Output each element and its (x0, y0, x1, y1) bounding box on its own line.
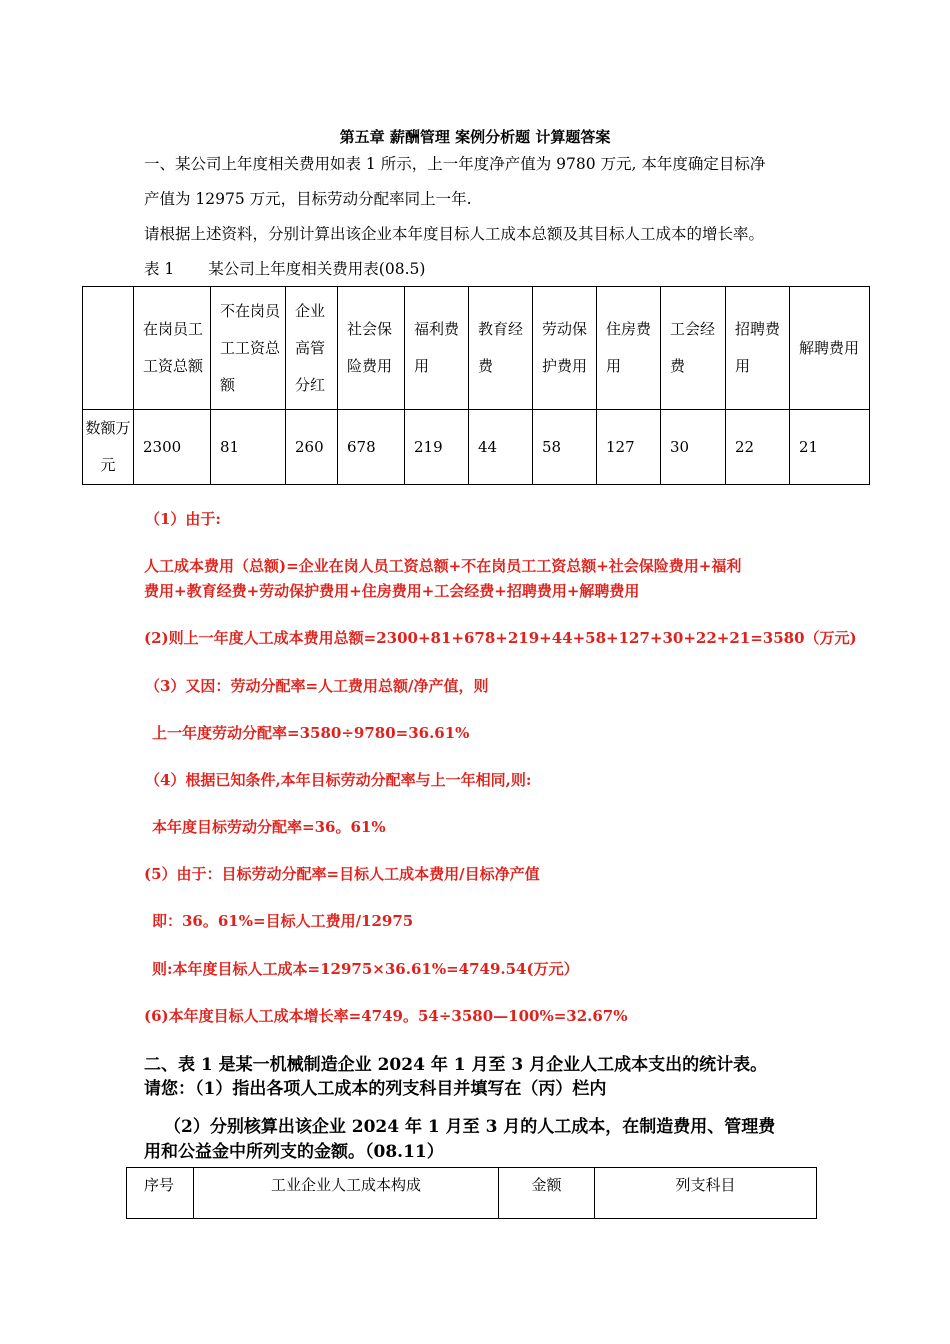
table2-header-cell: 金额 (499, 1168, 595, 1219)
answer1-step2: (2)则上一年度人工成本费用总额=2300+81+678+219+44+58+127+30+22+21=3580（万元) (144, 629, 857, 647)
table1-value-cell: 81 (211, 410, 286, 485)
table1-value-cell: 30 (661, 410, 726, 485)
table1-row-header: 数额万元 (83, 410, 134, 485)
table1-value-cell: 21 (790, 410, 870, 485)
table1-header-cell: 福利费用 (405, 287, 469, 410)
question1-text-line3: 请根据上述资料，分别计算出该企业本年度目标人工成本总额及其目标人工成本的增长率。 (144, 225, 765, 243)
table1-value-row (83, 410, 870, 485)
table1-header-cell: 工会经费 (661, 287, 726, 410)
answer1-step6: (6)本年度目标人工成本增长率=4749。54÷3580—100%=32.67% (144, 1007, 628, 1025)
answer1-step4: （4）根据已知条件,本年目标劳动分配率与上一年相同,则: (145, 771, 532, 789)
question1-text-line1: 一、某公司上年度相关费用如表 1 所示，上一年度净产值为 9780 万元, 本年度确定目标净 (144, 155, 766, 173)
question2-text-line4: 用和公益金中所列支的金额。（08.11） (144, 1142, 444, 1162)
table1-value-cell: 2300 (134, 410, 211, 485)
table1-value-cell: 219 (405, 410, 469, 485)
table1-header-cell: 不在岗员工工资总额 (211, 287, 286, 410)
table1-header-cell: 企业高管分红 (286, 287, 338, 410)
table1-value-cell: 58 (533, 410, 597, 485)
table1-value-cell: 260 (286, 410, 338, 485)
question2-text-line2: 请您：（1）指出各项人工成本的列支科目并填写在（丙）栏内 (144, 1079, 607, 1099)
table1-expense-table (82, 286, 870, 485)
answer1-step5-result: 则:本年度目标人工成本=12975×36.61%=4749.54(万元） (152, 960, 579, 978)
question1-text-line2: 产值为 12975 万元，目标劳动分配率同上一年. (144, 190, 472, 208)
answer1-step3-result: 上一年度劳动分配率=3580÷9780=36.61% (152, 724, 470, 742)
answer1-formula-line2: 费用+教育经费+劳动保护费用+住房费用+工会经费+招聘费用+解聘费用 (144, 582, 640, 600)
table1-header-cell: 教育经费 (469, 287, 533, 410)
table1-caption-number: 表 1 (144, 260, 175, 278)
question2-text-line3: （2）分别核算出该企业 2024 年 1 月至 3 月的人工成本，在制造费用、管理费 (164, 1117, 776, 1137)
answer1-step3: （3）又因：劳动分配率=人工费用总额/净产值，则 (145, 677, 489, 695)
table1-header-cell: 社会保险费用 (338, 287, 405, 410)
question2-text-line1: 二、表 1 是某一机械制造企业 2024 年 1 月至 3 月企业人工成本支出的统计表。 (144, 1055, 768, 1075)
table2-header-cell: 工业企业人工成本构成 (194, 1168, 499, 1219)
table2-header-cell: 序号 (127, 1168, 194, 1219)
table1-corner-cell (83, 287, 134, 410)
table1-caption-text: 某公司上年度相关费用表(08.5) (208, 260, 426, 278)
table1-header-cell: 劳动保护费用 (533, 287, 597, 410)
answer1-step5: (5）由于：目标劳动分配率=目标人工成本费用/目标净产值 (144, 865, 540, 883)
table1-caption (144, 257, 425, 279)
table1-value-cell: 127 (597, 410, 661, 485)
table1-header-cell: 在岗员工工资总额 (134, 287, 211, 410)
answer1-step1: （1）由于: (145, 510, 221, 528)
table1-header-cell: 住房费用 (597, 287, 661, 410)
table1-header-row (83, 287, 870, 410)
answer1-step4-result: 本年度目标劳动分配率=36。61% (152, 818, 386, 836)
table1-header-cell: 解聘费用 (790, 287, 870, 410)
table1-header-cell: 招聘费用 (726, 287, 790, 410)
table2-header-row (127, 1168, 817, 1219)
table1-value-cell: 44 (469, 410, 533, 485)
page-title: 第五章 薪酬管理 案例分析题 计算题答案 (339, 128, 611, 146)
table1-value-cell: 678 (338, 410, 405, 485)
answer1-step5-equation: 即：36。61%=目标人工费用/12975 (152, 912, 414, 930)
table2-header-cell: 列支科目 (595, 1168, 817, 1219)
table1-value-cell: 22 (726, 410, 790, 485)
answer1-formula-line1: 人工成本费用（总额)=企业在岗人员工资总额+不在岗员工工资总额+社会保险费用+福利 (144, 557, 742, 575)
table2-cost-table (126, 1167, 817, 1219)
